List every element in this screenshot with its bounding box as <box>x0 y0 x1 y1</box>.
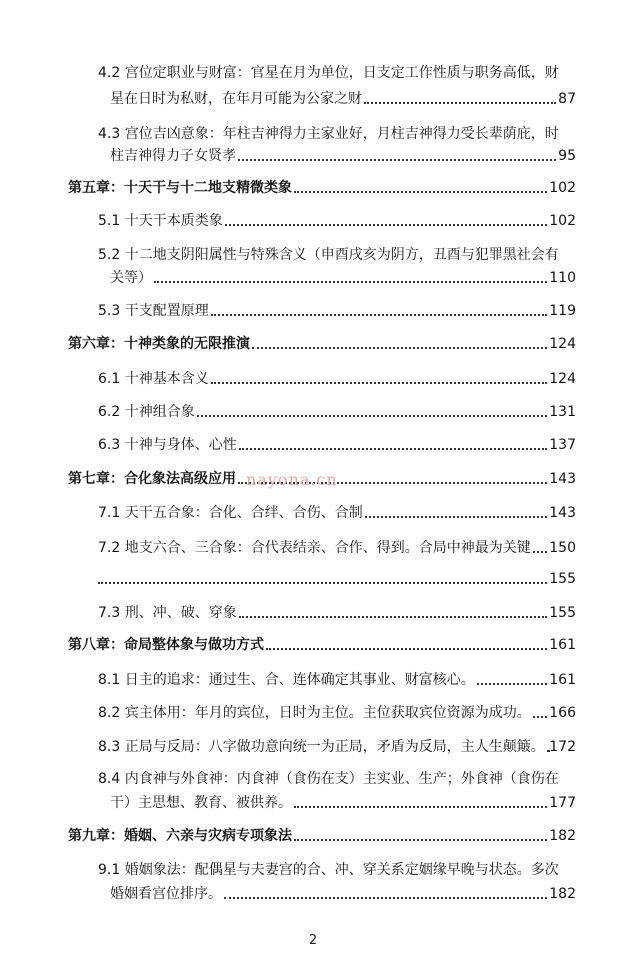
dot-leader <box>225 224 548 226</box>
toc-entry-title: 8.4 内食神与外食神：内食神（食伤在支）主实业、生产；外食神（食伤在 <box>98 771 559 787</box>
dot-leader <box>239 616 548 618</box>
watermark: nayona.cn <box>246 470 338 489</box>
toc-page-number: 124 <box>549 336 576 352</box>
toc-page-number: 161 <box>549 672 576 688</box>
dot-leader <box>211 382 548 384</box>
toc-page-number: 102 <box>549 213 576 229</box>
toc-entry-title: 6.3 十神与身体、心性 <box>98 437 237 453</box>
dot-leader <box>266 648 547 650</box>
toc-page-number: 150 <box>549 540 576 556</box>
toc-page-number: 166 <box>549 705 576 721</box>
toc-entry-title: 7.1 天干五合象：合化、合绊、合伤、合制 <box>98 505 363 521</box>
toc-page-number: 102 <box>549 180 576 196</box>
toc-entry-title: 5.1 十天干本质类象 <box>98 213 223 229</box>
dot-leader <box>238 159 556 161</box>
toc-page-number: 155 <box>549 605 576 621</box>
dot-leader <box>211 314 548 316</box>
toc-entry-title: 4.3 宫位吉凶意象：年柱吉神得力主家业好，月柱吉神得力受长辈荫庇，时 <box>98 126 559 142</box>
toc-page-number: 110 <box>549 270 576 286</box>
toc-page-number: 124 <box>549 371 576 387</box>
dot-leader <box>364 102 556 104</box>
toc-entry-title: 9.1 婚姻象法：配偶星与夫妻宫的合、冲、穿关系定姻缘早晚与状态。多次 <box>98 862 559 878</box>
toc-page-number: 131 <box>549 404 576 420</box>
dot-leader <box>547 750 548 752</box>
toc-entry-title: 6.2 十神组合象 <box>98 404 195 420</box>
toc-chapter-title: 第八章：命局整体象与做功方式 <box>68 637 264 653</box>
toc-chapter-title: 第五章：十天干与十二地支精微类象 <box>68 180 292 196</box>
toc-page-number: 182 <box>549 828 576 844</box>
toc-entry-title-continued: 柱吉神得力子女贤孝 <box>110 148 236 164</box>
toc-chapter-title: 第九章：婚姻、六亲与灾病专项象法 <box>68 828 292 844</box>
dot-leader <box>477 683 548 685</box>
toc-entry-title-continued: 干）主思想、教育、被供养。 <box>110 795 292 811</box>
toc-page-number: 182 <box>549 886 576 902</box>
toc-page-number: 143 <box>549 471 576 487</box>
dot-leader <box>365 516 548 518</box>
toc-page-number: 161 <box>549 637 576 653</box>
toc-entry-title: 5.2 十二地支阴阳属性与特殊含义（申酉戌亥为阴方，丑酉与犯罪黑社会有 <box>98 247 559 263</box>
toc-entry-title: 6.1 十神基本含义 <box>98 371 209 387</box>
toc-page-number: 172 <box>549 739 576 755</box>
dot-leader <box>294 806 547 808</box>
toc-entry-title: 4.2 宫位定职业与财富：官星在月为单位，日支定工作性质与职务高低，财 <box>98 65 559 81</box>
dot-leader <box>294 191 547 193</box>
toc-page-number: 95 <box>558 148 576 164</box>
dot-leader <box>197 415 548 417</box>
dot-leader <box>252 347 547 349</box>
dot-leader <box>239 448 548 450</box>
dot-leader <box>224 897 547 899</box>
toc-entry-title: 7.2 地支六合、三合象：合代表结亲、合作、得到。合局中神最为关键 <box>98 540 531 556</box>
toc-entry-title: 8.1 日主的追求：通过生、合、连体确定其事业、财富核心。 <box>98 672 475 688</box>
toc-entry-title: 8.3 正局与反局：八字做功意向统一为正局，矛盾为反局，主人生颠簸。 <box>98 739 545 755</box>
toc-entry-title-continued: 关等） <box>110 270 152 286</box>
toc-page-number: 137 <box>549 437 576 453</box>
dot-leader <box>154 281 547 283</box>
toc-page-number: 155 <box>549 571 576 587</box>
toc-page-number: 177 <box>549 795 576 811</box>
toc-entry-title: 7.3 刑、冲、破、穿象 <box>98 605 237 621</box>
toc-entry-title-continued: 星在日时为私财，在年月可能为公家之财 <box>110 91 362 107</box>
dot-leader <box>533 551 548 553</box>
toc-page-number: 119 <box>549 303 576 319</box>
toc-page-number: 87 <box>558 91 576 107</box>
toc-entry-title-continued: 婚姻看宫位排序。 <box>110 886 222 902</box>
toc-chapter-title: 第七章：合化象法高级应用 <box>68 471 236 487</box>
page-number: 2 <box>308 933 318 948</box>
toc-chapter-title: 第六章：十神类象的无限推演 <box>68 336 250 352</box>
toc-page-number: 143 <box>549 505 576 521</box>
toc-entry-title: 8.2 宾主体用：年月的宾位，日时为主位。主位获取宾位资源为成功。 <box>98 705 531 721</box>
dot-leader <box>533 716 548 718</box>
toc-entry-title: 5.3 干支配置原理 <box>98 303 209 319</box>
dot-leader <box>294 839 547 841</box>
dot-leader <box>98 582 547 584</box>
